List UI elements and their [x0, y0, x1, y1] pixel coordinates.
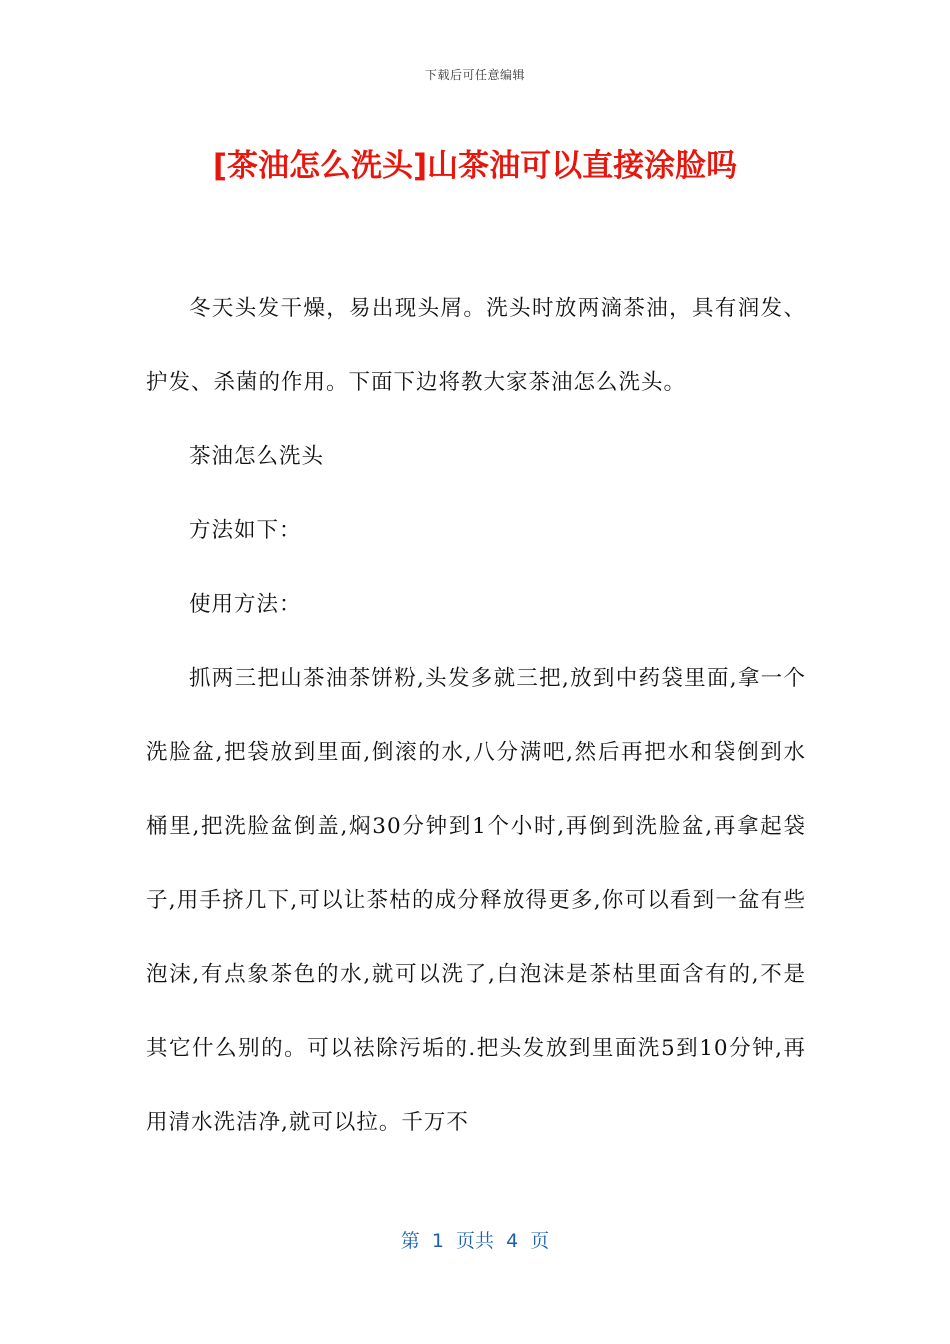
paragraph-intro: 冬天头发干燥，易出现头屑。洗头时放两滴茶油，具有润发、护发、杀菌的作用。下面下边将教大家茶油怎么洗头。: [146, 296, 806, 395]
paragraph-usage-heading: 使用方法：: [189, 592, 302, 617]
header-note: 下载后可任意编辑: [424, 68, 525, 82]
paragraph-method-heading: 方法如下：: [189, 518, 302, 543]
paragraph-subheading: 茶油怎么洗头: [189, 444, 325, 469]
document-body: [146, 272, 806, 1160]
paragraph-instructions: 抓两三把山茶油茶饼粉,头发多就三把,放到中药袋里面,拿一个洗脸盆,把袋放到里面,倒滚的水,八分满吧,然后再把水和袋倒到水桶里,把洗脸盆倒盖,焖30分钟到1个小时,再倒到洗脸盆,再拿起袋子,用手挤几下,可以让茶枯的成分释放得更多,你可以看到一盆有些泡沫,有点象茶色的水,就可以洗了,白泡沫是茶枯里面含有的,不是其它什么别的。可以祛除污垢的.把头发放到里面洗5到10分钟,再用清水洗洁净,就可以拉。千万不: [146, 666, 806, 1135]
page-number-footer: 第 1 页共 4 页: [400, 1230, 550, 1252]
document-title: [茶油怎么洗头]山茶油可以直接涂脸吗: [212, 148, 738, 184]
